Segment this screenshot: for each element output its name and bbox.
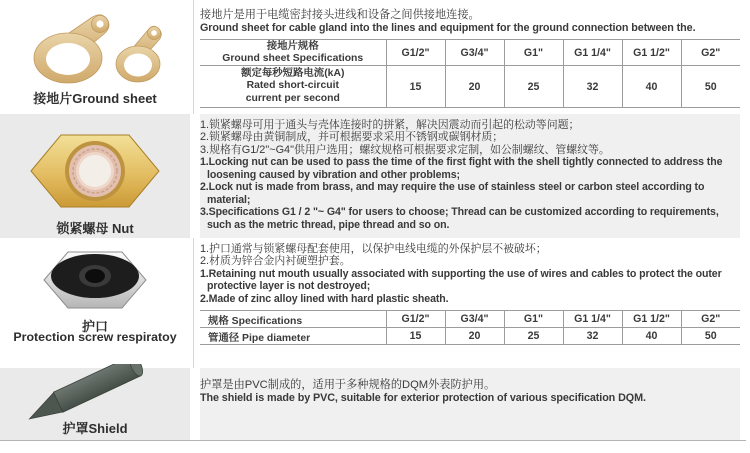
current-label-en1: Rated short-circuit <box>246 80 339 92</box>
nut-image <box>25 125 165 217</box>
bottom-divider <box>0 440 746 441</box>
section-respiratory <box>0 238 750 368</box>
shield-desc-en: The shield is made by PVC, suitable for exterior protection of various specification DQM. <box>200 392 646 404</box>
size-col: G1" <box>504 311 563 328</box>
shield-image <box>20 364 170 420</box>
nut-image-cell <box>0 114 190 238</box>
nut-line: such as the metric thread, pipe thread and so on. <box>207 218 450 231</box>
value-cell: 20 <box>445 328 504 345</box>
shield-desc-zh: 护罩是由PVC制成的，适用于多种规格的DQM外表防护用。 <box>200 379 496 391</box>
spec-header-zh: 接地片规格 <box>266 40 319 52</box>
value-cell: 50 <box>681 328 740 345</box>
respiratory-line: 2.Made of zinc alloy lined with hard plastic sheath. <box>200 292 449 305</box>
respiratory-line: 2.材质为锌合金内衬硬塑护套。 <box>200 255 351 268</box>
section-ground-sheet <box>0 0 750 114</box>
nut-line: 2.Lock nut is made from brass, and may require the use of stainless steel or carbon steel according to <box>200 181 705 194</box>
value-cell: 25 <box>504 328 563 345</box>
value-cell: 32 <box>563 328 622 345</box>
ground-sheet-text-cell <box>200 0 740 114</box>
respiratory-label-en: Protection screw respiratoy <box>13 330 177 344</box>
column-divider <box>193 0 194 114</box>
table-row <box>200 311 740 328</box>
respiratory-text-cell <box>200 238 740 368</box>
value-cell: 15 <box>386 66 445 108</box>
respiratory-line: 1.护口通常与锁紧螺母配套使用，以保护电线电缆的外保护层不被破坏； <box>200 243 547 255</box>
table-row <box>200 66 740 108</box>
size-col: G1 1/4" <box>563 311 622 328</box>
ground-sheet-spec-table <box>200 39 740 108</box>
nut-line: loosening caused by vibration and other problems; <box>207 168 460 181</box>
respiratory-spec-table <box>200 310 740 345</box>
column-divider <box>193 238 194 368</box>
size-col: G1/2" <box>386 311 445 328</box>
nut-text-cell <box>200 114 740 238</box>
shield-image-cell <box>0 368 190 440</box>
value-cell: 25 <box>504 66 563 108</box>
nut-label-zh: 锁紧螺母 <box>56 221 109 236</box>
table-row <box>200 328 740 345</box>
section-nut <box>0 114 750 238</box>
respiratory-line: 1.Retaining nut mouth usually associated with supporting the use of wires and cables to protect the outer <box>200 267 722 280</box>
ground-sheet-label-en: Ground sheet <box>72 91 157 106</box>
nut-line: 3.Specifications G1 / 2 "~ G4" for users to choose; Thread can be customized according to requirements, <box>200 206 719 219</box>
size-col: G1 1/2" <box>622 311 681 328</box>
nut-line: 3.规格有G1/2"~G4"供用户选用；螺纹规格可根据要求定制，如公制螺纹、管螺纹等。 <box>200 143 610 156</box>
respiratory-image <box>40 246 150 314</box>
value-cell: 40 <box>622 328 681 345</box>
ground-sheet-label <box>0 88 190 107</box>
size-col: G1 1/2" <box>622 40 681 66</box>
value-cell: 32 <box>563 66 622 108</box>
spec-header-en: Ground sheet Specifications <box>222 52 364 64</box>
nut-line: material; <box>207 193 251 206</box>
ground-sheet-image <box>15 6 175 86</box>
shield-label-en: Shield <box>88 421 128 436</box>
size-col: G1" <box>504 40 563 66</box>
size-col: G3/4" <box>445 311 504 328</box>
pipe-diameter-cell: 管通径 Pipe diameter <box>200 328 386 345</box>
respiratory-line: protective layer is not destroyed; <box>207 280 371 293</box>
shield-text-cell <box>200 368 740 440</box>
nut-label-en: Nut <box>111 221 134 236</box>
nut-line: 1.锁紧螺母可用于通头与壳体连接时的拼紧，解决因震动而引起的松动等问题； <box>200 119 580 131</box>
value-cell: 40 <box>622 66 681 108</box>
ground-sheet-desc-zh: 接地片是用于电缆密封接头进线和设备之间供接地连接。 <box>200 9 480 21</box>
nut-label <box>0 218 190 237</box>
spec-header-cell: 规格 Specifications <box>200 311 386 328</box>
section-shield <box>0 368 750 440</box>
current-label-zh: 额定每秒短路电流(kA) <box>241 68 345 80</box>
size-col: G1/2" <box>386 40 445 66</box>
nut-line: 1.Locking nut can be used to pass the time of the first fight with the shell tightly connected to address the <box>200 156 723 169</box>
shield-label-zh: 护罩 <box>62 421 89 436</box>
size-col: G1 1/4" <box>563 40 622 66</box>
table-row <box>200 40 740 66</box>
value-cell: 15 <box>386 328 445 345</box>
value-cell: 50 <box>681 66 740 108</box>
ground-sheet-desc-en: Ground sheet for cable gland into the lines and equipment for the ground connection between the. <box>200 22 696 34</box>
spec-header-cell <box>200 40 386 66</box>
current-label-en2: current per second <box>245 92 340 104</box>
size-col: G2" <box>681 311 740 328</box>
current-label-cell <box>200 66 386 108</box>
value-cell: 20 <box>445 66 504 108</box>
shield-label <box>0 418 190 437</box>
respiratory-label-zh: 护口 <box>81 319 108 334</box>
respiratory-image-cell <box>0 238 190 368</box>
ground-sheet-label-zh: 接地片 <box>33 91 73 106</box>
size-col: G3/4" <box>445 40 504 66</box>
ground-sheet-image-cell <box>0 0 190 114</box>
nut-line: 2.锁紧螺母由黄铜制成，并可根据要求采用不锈钢或碳钢材质； <box>200 131 504 144</box>
size-col: G2" <box>681 40 740 66</box>
